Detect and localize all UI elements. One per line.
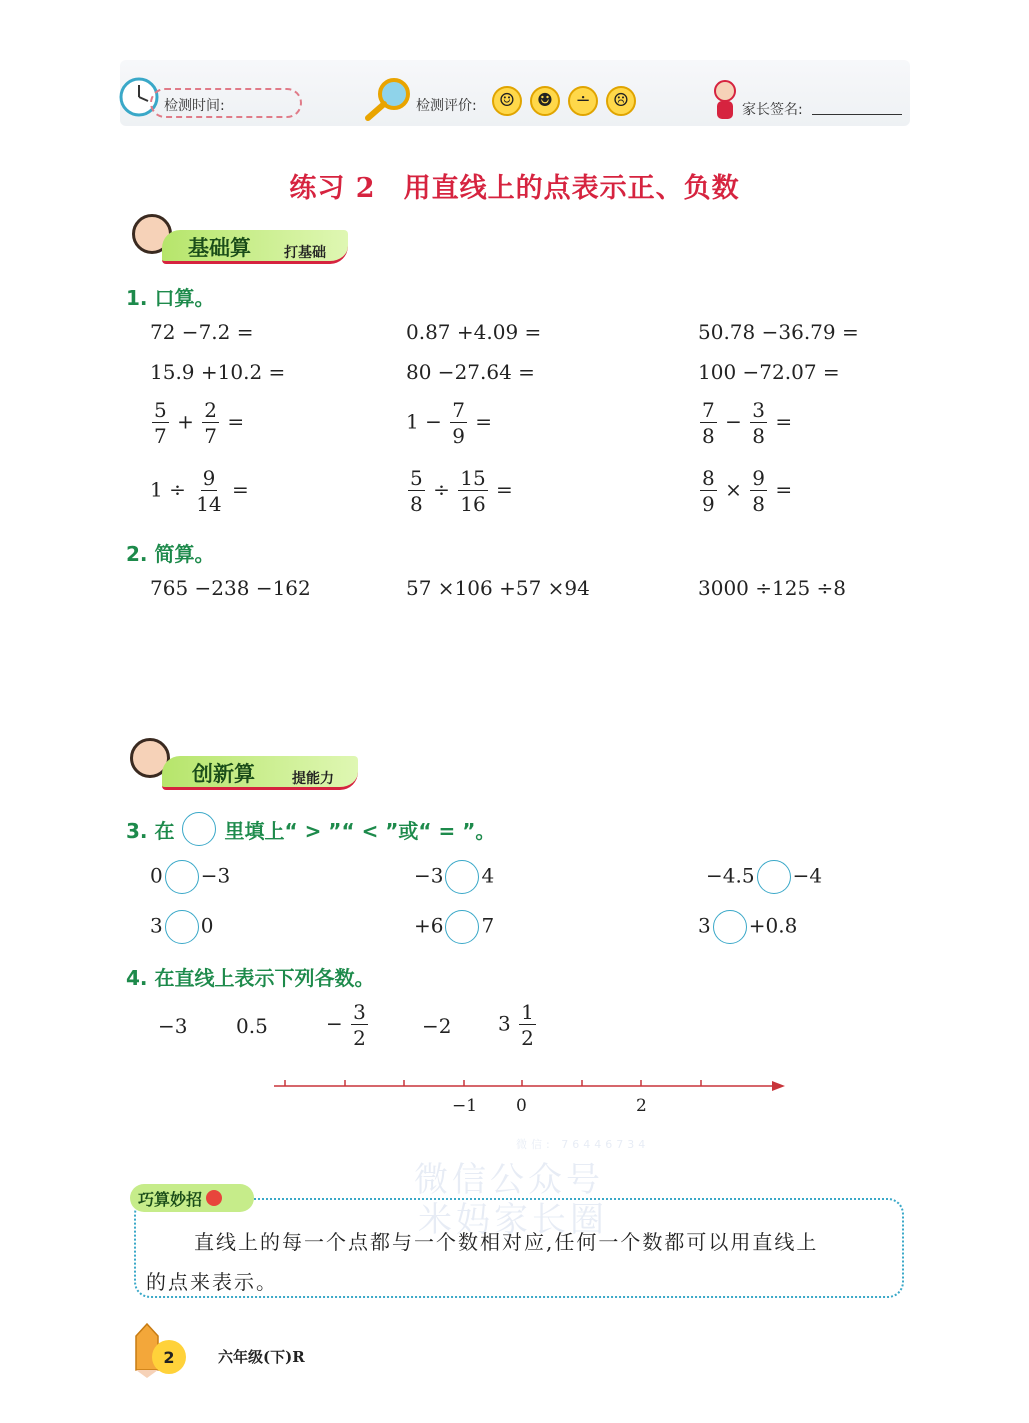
fraction: $\frac{2}{7}$ (204, 398, 217, 448)
axis-label: 2 (636, 1096, 647, 1116)
worried-face-icon[interactable]: ∸ (568, 86, 598, 116)
axis-label: −1 (452, 1096, 478, 1116)
example-answer-circle (182, 812, 216, 846)
test-time-label: 检测时间: (164, 98, 225, 114)
grin-face-icon[interactable]: ☻ (530, 86, 560, 116)
page-title: 练习 2 用直线上的点表示正、负数 (289, 173, 740, 204)
fraction: $\frac{15}{16}$ (460, 466, 486, 516)
fraction: $\frac{1}{2}$ (521, 1000, 534, 1050)
watermark-line2: 米妈家长圈 (418, 1200, 608, 1240)
q4-number: −2 (422, 1014, 452, 1038)
evaluation-label: 检测评价: (416, 98, 477, 114)
answer-circle[interactable] (445, 860, 479, 894)
parent-signature-line[interactable] (812, 114, 902, 115)
compare-item: 3 +0.8 (698, 910, 797, 944)
fraction: $\frac{7}{9}$ (452, 398, 465, 448)
page-number: 2 (152, 1340, 186, 1374)
q1-fraction-expr: $\frac{8}{9}$ × $\frac{9}{8}$ = (702, 466, 793, 516)
compare-item: 0 −3 (150, 860, 230, 894)
q1-expr: 80 −27.64 = (406, 360, 535, 384)
crying-face-icon[interactable]: ☹ (606, 86, 636, 116)
watermark-small: 微信: 76446734 (516, 1138, 650, 1151)
q2-heading: 2. 简算。 (126, 542, 215, 566)
q4-heading: 4. 在直线上表示下列各数。 (126, 966, 375, 990)
answer-circle[interactable] (445, 910, 479, 944)
answer-circle[interactable] (713, 910, 747, 944)
q1-fraction-expr: $\frac{7}{8}$ − $\frac{3}{8}$ = (702, 398, 793, 448)
magnifier-icon (364, 76, 414, 122)
compare-item: 3 0 (150, 910, 213, 944)
q3-heading (126, 812, 495, 846)
axis-label: 0 (516, 1096, 527, 1116)
arrow-right-icon (772, 1081, 785, 1091)
q1-expr: 15.9 +10.2 = (150, 360, 286, 384)
section-advanced-title: 创新算 (192, 761, 255, 786)
answer-circle[interactable] (165, 910, 199, 944)
fraction: $\frac{5}{7}$ (154, 398, 167, 448)
q4-number: − $\frac{3}{2}$ (326, 1000, 366, 1050)
fraction: $\frac{8}{9}$ (702, 466, 715, 516)
q1-expr: 50.78 −36.79 = (698, 320, 859, 344)
fraction: $\frac{3}{2}$ (353, 1000, 366, 1050)
q4-number: −3 (158, 1014, 188, 1038)
answer-circle[interactable] (757, 860, 791, 894)
q2-expr: 765 −238 −162 (150, 576, 311, 600)
tip-tag-label: 巧算妙招 (138, 1189, 203, 1209)
q1-expr: 0.87 +4.09 = (406, 320, 542, 344)
parent-avatar-icon (708, 78, 742, 122)
grade-label: 六年级(下)R (218, 1348, 305, 1366)
fraction: $\frac{7}{8}$ (702, 398, 715, 448)
number-line[interactable] (270, 1072, 790, 1122)
parent-signature-label: 家长签名: (742, 102, 803, 118)
answer-circle[interactable] (165, 860, 199, 894)
q1-fraction-expr: $\frac{5}{8}$ ÷ $\frac{15}{16}$ = (410, 466, 513, 516)
q1-fraction-expr: $\frac{5}{7}$ + $\frac{2}{7}$ = (154, 398, 245, 448)
q1-expr: 72 −7.2 = (150, 320, 254, 344)
compare-item: +6 7 (414, 910, 494, 944)
q2-expr: 3000 ÷125 ÷8 (698, 576, 847, 600)
fraction: $\frac{9}{14}$ (196, 466, 222, 516)
q1-fraction-expr: 1 − $\frac{7}{9}$ = (406, 398, 493, 448)
watermark-line1: 微信公众号 (414, 1160, 604, 1200)
compare-item: −4.5 −4 (706, 860, 822, 894)
q3-heading-part: 3. 在 (126, 818, 175, 843)
q1-heading: 1. 口算。 (126, 286, 215, 310)
q3-heading-part: 里填上“ > ”“ < ”或“ = ”。 (224, 818, 496, 843)
evaluation-faces (492, 86, 636, 116)
q4-number: 3 $\frac{1}{2}$ (498, 1000, 534, 1050)
section-basic-title: 基础算 (188, 235, 251, 260)
q1-expr: 100 −72.07 = (698, 360, 840, 384)
fraction: $\frac{3}{8}$ (752, 398, 765, 448)
section-advanced-subtitle: 提能力 (292, 771, 334, 787)
fraction: $\frac{9}{8}$ (752, 466, 765, 516)
q4-number: 0.5 (236, 1014, 268, 1038)
tip-line-1: 直线上的每一个点都与一个数相对应,任何一个数都可以用直线上 (194, 1230, 819, 1254)
fraction: $\frac{5}{8}$ (410, 466, 423, 516)
compare-item: −3 4 (414, 860, 494, 894)
apple-icon (206, 1190, 222, 1206)
q2-expr: 57 ×106 +57 ×94 (406, 576, 590, 600)
tip-line-2: 的点来表示。 (146, 1270, 278, 1294)
q1-fraction-expr: 1 ÷ $\frac{9}{14}$ = (150, 466, 249, 516)
section-basic-subtitle: 打基础 (284, 245, 326, 261)
happy-face-icon[interactable]: ☺ (492, 86, 522, 116)
tip-tag (130, 1184, 254, 1212)
